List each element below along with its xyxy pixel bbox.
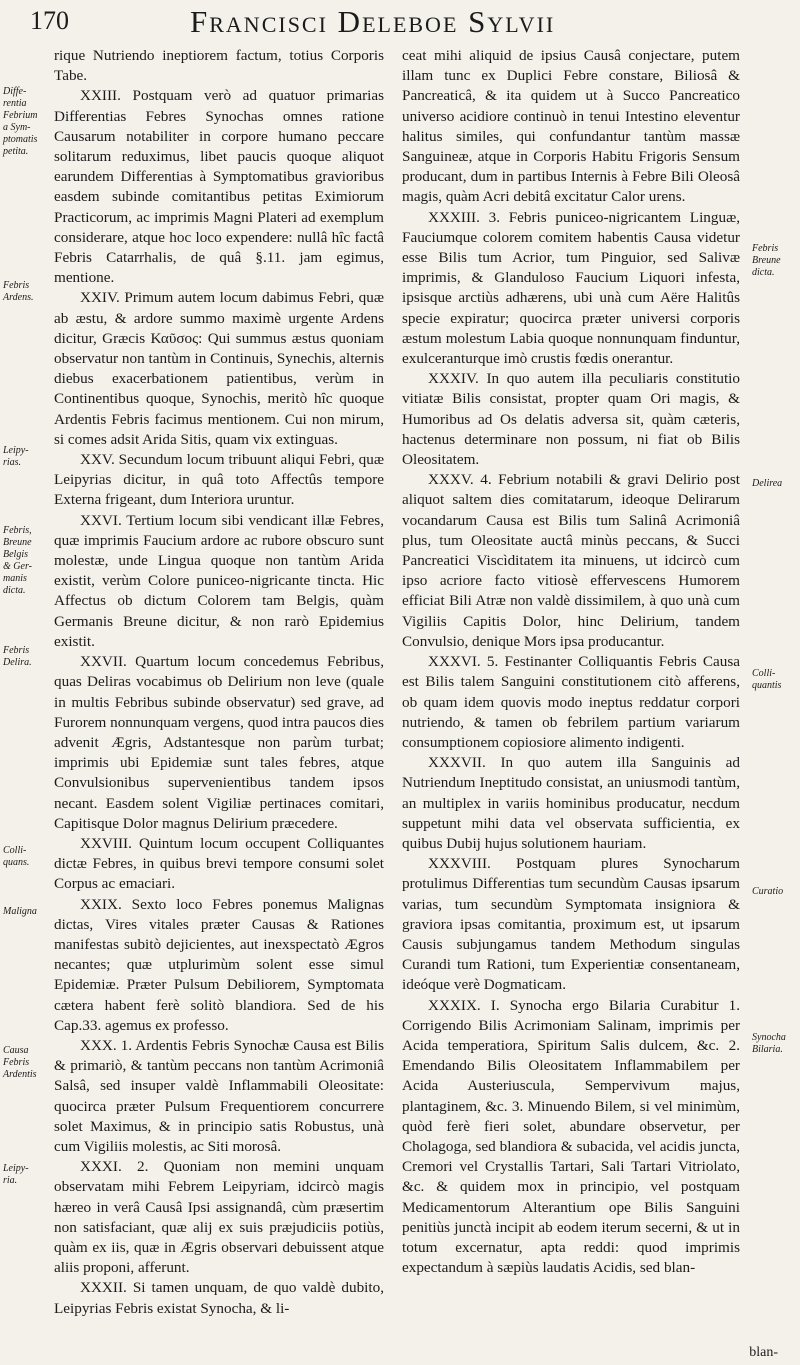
paragraph: XXV. Secundum locum tribuunt aliqui Febri, quæ Leipyrias dicitur, in quâ toto Affectûs tempore Externa frigeant, dum Interiora uruntur. bbox=[54, 451, 384, 509]
margin-note: Synocha Bilaria. bbox=[752, 1032, 786, 1055]
paragraph: XXIII. Postquam verò ad quatuor primarias Differentias Febres Synochas omnes ratione Causarum notabiliter in corpore humano peccare solitarum reduximus, libet paucis quoque aliquot earundem Differentias à Symptomatibus gravioribus easdem subinde comitantibus petitas Eximiorum Practicorum, ac imprimis Magni Plateri ad exemplum considerare, atque hoc loco expendere: nullâ hîc factâ Febris Catarrhalis, de quâ §.11. jam egimus, mentione. bbox=[54, 87, 384, 287]
margin-note: Febris Delira. bbox=[3, 645, 32, 668]
paragraph: XXIV. Primum autem locum dabimus Febri, quæ ab æstu, & ardore summo maximè urgente Ardens dicitur, Græcis Καῦσος: Qui summus æstus quoniam observatur non tantùm in Continuis, Synechis, alternis diebus exacerbationem patientibus, verùm in Continentibus quoque, Synochis, meritò hîc quoque Ardentis Febris facimus mentionem. Cui non mirum, si comes adsit Arida Sitis, quam vix extinguas. bbox=[54, 289, 384, 448]
margin-note: Leipy- ria. bbox=[3, 1163, 29, 1186]
paragraph: XXXI. 2. Quoniam non memini unquam observatam mihi Febrem Leipyriam, idcircò magis hæreo in verâ Causâ Ipsi assignandâ, cùm præsertim non satisfaciant, quæ alij ex suis præjudiciis potiùs, quàm ex iis, quæ in Ægris observari debuissent atque aliis proponi, afferunt. bbox=[54, 1158, 384, 1277]
paragraph: XXIX. Sexto loco Febres ponemus Malignas dictas, Vires vitales præter Causas & Rationes manifestas subitò dejicientes, aut inexspectatò Ægros necantes; quæ utplurimùm solent esse simul Epidemiæ. Præter Pulsum Debiliorem, Symptomata cætera habent ferè solitò blandiora. Sed de his Cap.33. agemus ex professo. bbox=[54, 895, 384, 1034]
page-number: 170 bbox=[30, 6, 69, 35]
paragraph: XXXVI. 5. Festinanter Colliquantis Febris Causa est Bilis talem Sanguini constitutionem citò afferens, ob quam idem quovis modo ineptus reddatur corpori nutriendo, & tamen ob febrilem partium variarum consumptionem copiosiore alimento indigenti. bbox=[402, 653, 740, 751]
paragraph: XXVIII. Quintum locum occupent Colliquantes dictæ Febres, in quibus brevi tempore consumi solet Corpus ac emaciari. bbox=[54, 834, 384, 893]
paragraph: XXVII. Quartum locum concedemus Febribus, quas Deliras vocabimus ob Delirium non leve (quale in multis Febribus subinde observatur) sed grave, ad Furorem nonnunquam vergens, quod intra paucos dies advenit Ægris, Adstantesque non parùm turbat; imprimis ubi Epidemiæ sunt tales febres, atque Convulsionibus supervenientibus tandem ipsos necant. Easdem solent Vigiliæ pertinaces comitari, Capitisque Dolor magnus Delirium præcedere. bbox=[54, 653, 384, 832]
margin-note: Febris Ardens. bbox=[3, 280, 34, 303]
margin-note: Maligna bbox=[3, 906, 37, 917]
paragraph: rique Nutriendo ineptiorem factum, totius Corporis Tabe. bbox=[54, 47, 384, 85]
margin-note: Febris Breune dicta. bbox=[752, 243, 781, 278]
paragraph: XXXVII. In quo autem illa Sanguinis ad Nutriendum Ineptitudo consistat, an uniusmodi tantùm, an multiplex in variis hominibus producatur, necdum suppetunt mihi data vel observata sufficientia, ex quibus Dubij hujus solutionem hauriam. bbox=[402, 754, 740, 852]
paragraph: XXXIX. I. Synocha ergo Bilaria Curabitur 1. Corrigendo Bilis Acrimoniam Salinam, imprimis per Acida temperatiora, Spiritum Salis dulcem, &c. 2. Emendando Bilis Oleositatem Inflammabilem per Acida Austeriuscula, Sempervivum majus, plantaginem, &c. 3. Minuendo Bilem, si vel minimùm, quòd ferè fieri solet, abundare observetur, per Cholagoga, sed blandiora & subacida, vel acidis juncta, Cremori vel Crystallis Tartari, Sali Tartari Vitriolato, &c. & quidem mox in principio, vel postquam Medicamentorum Alterantium ope Bilis Sanguini penitiùs junctà incipit ab eodem iterum secerni, & ut in totum excernatur, apta reddi: quod imprimis expectandum à sæpiùs laudatis Acidis, sed blan- bbox=[402, 996, 740, 1277]
margin-note: Causa Febris Ardentis bbox=[3, 1045, 37, 1080]
right-text-column bbox=[402, 46, 740, 1278]
running-head: Francisci Deleboe Sylvii bbox=[190, 4, 556, 39]
paragraph: XXXVIII. Postquam plures Synocharum protulimus Differentias tum secundùm Causas ipsarum varias, tum secundùm Symptomata insigniora & graviora ipsas comitantia, proximum est, ut ipsarum Causis subjungamus tandem Methodum singulas Curandi tum Rationi, tum Experientiæ consentaneam, ideóque verè Dogmaticam. bbox=[402, 855, 740, 994]
paragraph: ceat mihi aliquid de ipsius Causâ conjectare, putem illam tunc ex Duplici Febre constare, Biliosâ & Pancreaticâ, & ita quidem ut à Succo Pancreatico universo acidiore continuò in tenui Intestino eleventur halitus similes, qui confundantur tantùm massæ Sanguineæ, atque in Corporis Habitu Frigoris Sensum producant, dum in partibus Internis à Febre Bili Oleosâ magis, quàm Acri debitâ excitatur Calor urens. bbox=[402, 47, 740, 206]
paragraph: XXXV. 4. Febrium notabili & gravi Delirio post aliquot saltem dies comitatarum, ideoque Delirarum vocandarum Causa est Bilis tum Salinâ Acrimoniâ plus, tum Oleositate auctâ minùs peccans, & Succi Pancreatici Viscìditatem ita minuens, ut idcircò cum ipso acriore facto vitiosè effervescens Humorem efficiat Bili Atræ non valdè dissimilem, à quo unà cum Vigiliis Capitis Dolor, hinc Delirium, tandem Convulsio, denique Mors ipsa producantur. bbox=[402, 471, 740, 650]
margin-note: Diffe- rentia Febrium a Sym- ptomatis petita. bbox=[3, 86, 38, 157]
catchword: blan- bbox=[749, 1345, 778, 1360]
margin-note: Leipy- rias. bbox=[3, 445, 29, 468]
margin-note: Colli- quantis bbox=[752, 668, 782, 691]
margin-note: Colli- quans. bbox=[3, 845, 30, 868]
paragraph: XXVI. Tertium locum sibi vendicant illæ Febres, quæ imprimis Faucium ardore ac rubore obscuro sunt molestæ, unde Lingua quoque non tantùm Arida existit, verùm Colore puniceo-nigricante tincta. Hic Affectus ob dictum Colorem tam Belgis, quàm Germanis Breune dicitur, & non rarò Epidemius existit. bbox=[54, 511, 384, 650]
margin-note: Curatio bbox=[752, 886, 784, 897]
paragraph: XXXIV. In quo autem illa peculiaris constitutio vitiatæ Bilis consistat, propter quam Ori magis, & Humoribus ad Os delatis adversa sit, quàm cæteris, hactenus determinare non possum, ni fiat ob Bilis Oleositatem. bbox=[402, 370, 740, 469]
margin-note: Delirea bbox=[752, 478, 783, 489]
margin-note: Febris, Breune Belgis & Ger- manis dicta. bbox=[3, 525, 32, 596]
page-header bbox=[30, 4, 790, 44]
paragraph: XXXII. Si tamen unquam, de quo valdè dubito, Leipyrias Febris existat Synocha, & li- bbox=[54, 1279, 384, 1317]
paragraph: XXX. 1. Ardentis Febris Synochæ Causa est Bilis & primariò, & tantùm peccans non tantùm Acrimoniâ Salsâ, sed insuper valdè Inflammabili Oleositate: quocirca præter Pulsum Frequentiorem concurrere solet Maximus, & in principio satis Robustus, unà cum Vigiliis molestis, ac Siti morosâ. bbox=[54, 1036, 384, 1155]
left-text-column bbox=[54, 46, 384, 1319]
paragraph: XXXIII. 3. Febris puniceo-nigricantem Linguæ, Fauciumque colorem comitem habentis Causa videtur esse Bilis tum Acrior, tum Pinguior, sed Salivæ imprimis, & Glanduloso Faucium Liquori infesta, ipsisque arctiùs adhærens, ubi unà cum Aëre Halitûs specie expiratur; quocirca præter universi corporis æstum molestum Labia quoque nonnunquam finduntur, exulceranturque imò crustis fœdis onerantur. bbox=[402, 208, 740, 368]
